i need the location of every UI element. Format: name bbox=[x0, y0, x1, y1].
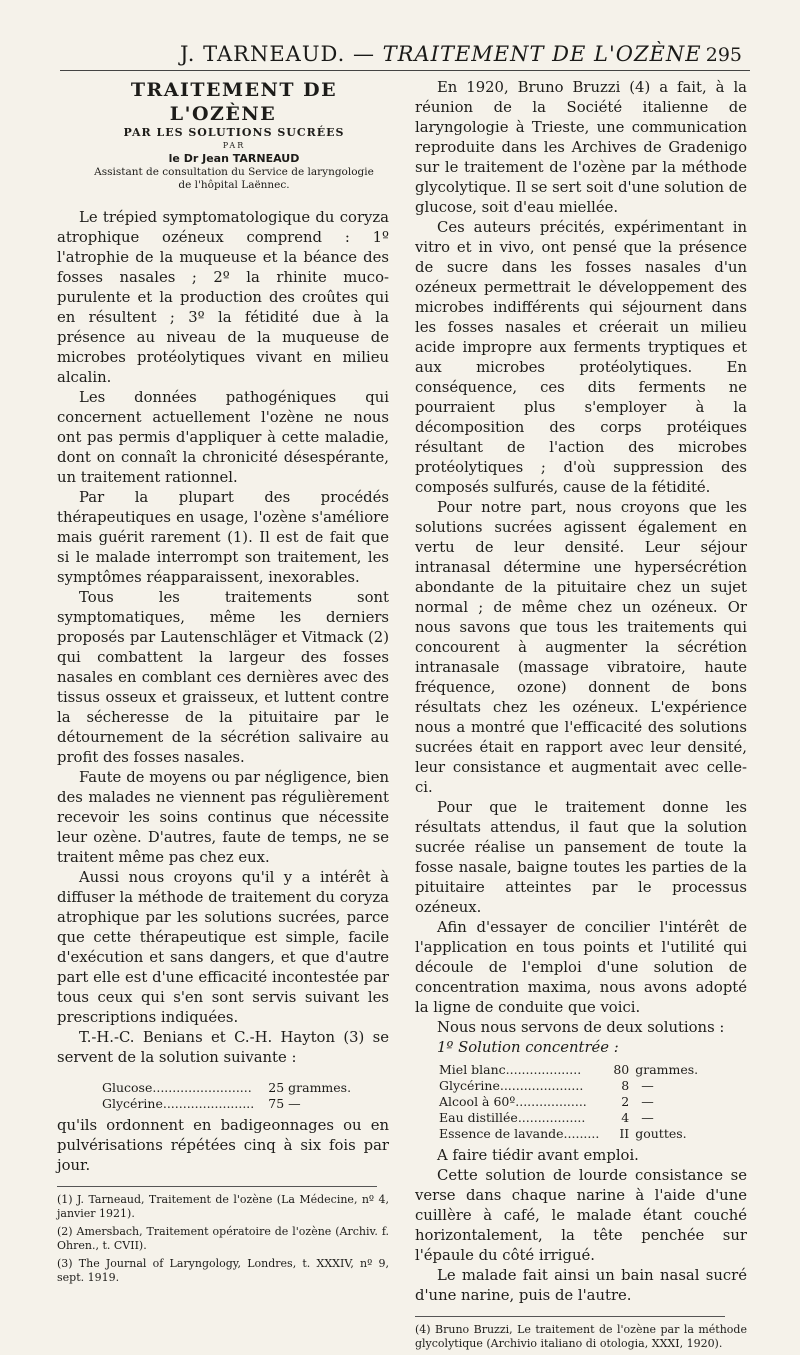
recipe-row bbox=[439, 1094, 698, 1110]
ingredient-qty: 4 bbox=[621, 1110, 630, 1125]
recipe-row bbox=[102, 1080, 351, 1096]
running-header bbox=[60, 40, 750, 71]
header-author: J. TARNEAUD. bbox=[180, 42, 346, 66]
by-line: PAR bbox=[222, 141, 246, 150]
left-column bbox=[57, 78, 389, 1289]
right-column bbox=[415, 78, 747, 1355]
ingredient-qty: 2 bbox=[621, 1094, 630, 1109]
paragraph: En 1920, Bruno Bruzzi (4) a fait, à la réunion de la Société italienne de laryngologie à Trieste, une communication reproduite dans les Archives de Gradenigo sur le traitement de l'ozène par la méthode glycolytique. Il se sert soit d'une solution de glucose, soit d'eau miellée. bbox=[415, 79, 747, 216]
ingredient-unit: — bbox=[641, 1078, 654, 1093]
paragraph: T.-H.-C. Benians et C.-H. Hayton (3) se servent de la solution suivante : bbox=[57, 1029, 389, 1066]
paragraph: Pour notre part, nous croyons que les solutions sucrées agissent également en vertu de leur densité. Leur séjour intranasal détermine une hypersécrétion abondante de la pituitaire chez un sujet normal ; de même chez un ozéneux. Or nous savons que tous les traitements qui concourent à augmenter la sécrétion intranasale (massage vibratoire, haute fréquence, ozone) donnent de bons résultats chez les ozéneux. L'expérience nous a montré que l'efficacité des solutions sucrées était en rapport avec leur densité, leur consistance et augmentait avec celle-ci. bbox=[415, 499, 747, 796]
ingredient-unit: grammes. bbox=[635, 1062, 699, 1077]
header-dash: — bbox=[345, 42, 383, 66]
recipe-row bbox=[439, 1062, 698, 1078]
recipe-table bbox=[102, 1080, 351, 1112]
recipe-row bbox=[439, 1110, 698, 1126]
paragraph: Les données pathogéniques qui concernent actuellement l'ozène ne nous ont pas permis d'appliquer à cette maladie, dont on connaît la chronicité désespérante, un traitement rationnel. bbox=[57, 389, 389, 486]
paragraph: Cette solution de lourde consistance se verse dans chaque narine à l'aide d'une cuillère à café, le malade étant couché horizontalement, la tête penchée sur l'épaule du côté irrigué. bbox=[415, 1167, 747, 1264]
header-title: TRAITEMENT DE L'OZÈNE bbox=[382, 42, 702, 66]
ingredient-name: Glycérine..................... bbox=[439, 1078, 584, 1093]
ingredient-unit: — bbox=[641, 1110, 654, 1125]
ingredient-name: Miel blanc................... bbox=[439, 1062, 582, 1077]
paragraph: qu'ils ordonnent en badigeonnages ou en pulvérisations répétées cinq à six fois par jour. bbox=[57, 1117, 389, 1174]
subheading: 1º Solution concentrée : bbox=[437, 1039, 619, 1056]
article-title: TRAITEMENT DE L'OZÈNE bbox=[130, 79, 338, 125]
running-head bbox=[180, 42, 702, 66]
footnote: (4) Bruno Bruzzi, Le traitement de l'ozène par la méthode glycolytique (Archivio italiano di otologia, XXXI, 1920). bbox=[415, 1323, 747, 1350]
ingredient-qty: 25 grammes. bbox=[268, 1080, 352, 1095]
author-affiliation-1: Assistant de consultation du Service de laryngologie bbox=[94, 166, 374, 178]
footnote-divider bbox=[57, 1186, 377, 1187]
recipe-table bbox=[439, 1062, 698, 1142]
ingredient-name: Glucose......................... bbox=[102, 1080, 252, 1095]
paragraph: A faire tiédir avant emploi. bbox=[437, 1147, 639, 1164]
ingredient-qty: 8 bbox=[621, 1078, 630, 1093]
paragraph: Nous nous servons de deux solutions : bbox=[437, 1019, 725, 1036]
ingredient-name: Eau distillée................. bbox=[439, 1110, 586, 1125]
ingredient-name: Glycérine....................... bbox=[102, 1096, 255, 1111]
footnote: (2) Amersbach, Traitement opératoire de l'ozène (Archiv. f. Ohren., t. CVII). bbox=[57, 1225, 389, 1252]
page-number: 295 bbox=[705, 44, 742, 66]
paragraph: Le trépied symptomatologique du coryza atrophique ozéneux comprend : 1º l'atrophie de la muqueuse et la béance des fosses nasales ; 2º la rhinite muco-purulente et la production des croûtes qui en résultent ; 3º la fétidité due à la présence au niveau de la muqueuse de microbes protéolytiques vivant en milieu alcalin. bbox=[57, 209, 389, 386]
footnote-divider bbox=[415, 1316, 725, 1317]
article-subtitle: PAR LES SOLUTIONS SUCRÉES bbox=[123, 126, 345, 139]
paragraph: Par la plupart des procédés thérapeutiques en usage, l'ozène s'améliore mais guérit rarement (1). Il est de fait que si le malade interrompt son traitement, les symptômes réapparaissent, inexorables. bbox=[57, 489, 389, 586]
paragraph: Le malade fait ainsi un bain nasal sucré d'une narine, puis de l'autre. bbox=[415, 1267, 747, 1304]
ingredient-name: Alcool à 60º.................. bbox=[439, 1094, 587, 1109]
paragraph: Ces auteurs précités, expérimentant in vitro et in vivo, ont pensé que la présence de sucre dans les fosses nasales d'un ozéneux permettrait le développement des microbes indifférents qui séjournent dans les fosses nasales et créerait un milieu acide impropre aux ferments tryptiques et aux microbes protéolytiques. En conséquence, ces dits ferments ne pourraient plus s'employer à la décomposition des corps protéiques résultant de l'action des microbes protéolytiques ; d'où suppression des composés sulfurés, cause de la fétidité. bbox=[415, 219, 747, 496]
paragraph: Faute de moyens ou par négligence, bien des malades ne viennent pas régulièrement recevoir les soins continus que nécessite leur ozène. D'autres, faute de temps, ne se traitent même pas chez eux. bbox=[57, 769, 389, 866]
paragraph: Aussi nous croyons qu'il y a intérêt à diffuser la méthode de traitement du coryza atrophique par les solutions sucrées, parce que cette thérapeutique est simple, facile d'exécution et sans dangers, et que d'autre part elle est d'une efficacité incontestée par tous ceux qui s'en sont servis suivant les prescriptions indiquées. bbox=[57, 869, 389, 1026]
author-affiliation-2: de l'hôpital Laënnec. bbox=[178, 179, 290, 191]
ingredient-qty: II bbox=[619, 1126, 630, 1141]
ingredient-name: Essence de lavande......... bbox=[439, 1126, 600, 1141]
ingredient-qty: 80 bbox=[613, 1062, 630, 1077]
paragraph: Pour que le traitement donne les résultats attendus, il faut que la solution sucrée réalise un pansement de toute la fosse nasale, baigne toutes les parties de la pituitaire atteintes par le processus ozéneux. bbox=[415, 799, 747, 916]
paragraph: Tous les traitements sont symptomatiques, même les derniers proposés par Lautenschläger et Vitmack (2) qui combattent la largeur des fosses nasales en comblant ces dernières avec des tissus osseux et graisseux, et luttent contre la sécheresse de la pituitaire par le détournement de la sécrétion salivaire au profit des fosses nasales. bbox=[57, 589, 389, 766]
footnote: (3) The Journal of Laryngology, Londres, t. XXXIV, nº 9, sept. 1919. bbox=[57, 1257, 389, 1284]
ingredient-unit: — bbox=[641, 1094, 654, 1109]
footnote: (1) J. Tarneaud, Traitement de l'ozène (La Médecine, nº 4, janvier 1921). bbox=[57, 1193, 389, 1220]
recipe-row bbox=[102, 1096, 351, 1112]
article-author: le Dr Jean TARNEAUD bbox=[168, 152, 300, 165]
recipe-row bbox=[439, 1126, 698, 1142]
paragraph: Afin d'essayer de concilier l'intérêt de l'application en tous points et l'utilité qui découle de l'emploi d'une solution de concentration maxima, nous avons adopté la ligne de conduite que voici. bbox=[415, 919, 747, 1016]
ingredient-unit: gouttes. bbox=[635, 1126, 687, 1141]
ingredient-qty: 75 — bbox=[268, 1096, 301, 1111]
recipe-row bbox=[439, 1078, 698, 1094]
